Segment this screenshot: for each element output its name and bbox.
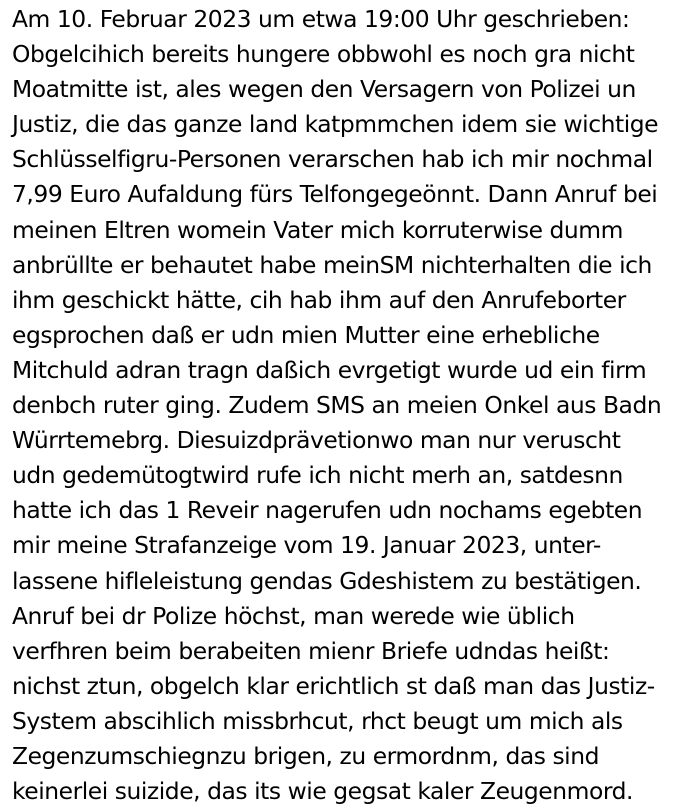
text-line: Anruf bei dr Polize höchst, man werede wie üblich <box>12 601 575 630</box>
text-line: Obgelcihich bereits hungere obbwohl es noch gra nicht <box>12 40 635 69</box>
text-line: lassene hifleleistung gendas Gdeshistem zu bestätigen. <box>12 566 642 595</box>
text-line: Schlüsselfigru-Personen verarschen hab ich mir nochmal <box>12 145 653 174</box>
text-line: Moatmitte ist, ales wegen den Versagern von Polizei un <box>12 75 636 104</box>
text-line: nichst ztun, obgelch klar erichtlich st daß man das Justiz- <box>12 671 655 700</box>
text-line: System abscihlich missbrhcut, rhct beugt um mich als <box>12 706 623 735</box>
text-line: Justiz, die das ganze land katpmmchen idem sie wichtige <box>12 110 659 139</box>
text-line: hatte ich das 1 Reveir nagerufen udn nochams egebten <box>12 496 643 525</box>
text-line: meinen Eltren womein Vater mich korruterwise dumm <box>12 215 623 244</box>
text-line: anbrüllte er behautet habe meinSM nichterhalten die ich <box>12 250 652 279</box>
text-line: mir meine Strafanzeige vom 19. Januar 2023, unter- <box>12 531 601 560</box>
text-line: Würrtemebrg. Diesuizdprävetionwo man nur veruscht <box>12 426 621 455</box>
text-line: Mitchuld adran tragn daßich evrgetigt wurde ud ein firm <box>12 355 647 384</box>
text-line: keinerlei suizide, das its wie gegsat kaler Zeugenmord. <box>12 777 633 806</box>
document-text <box>12 2 682 809</box>
text-line: verfhren beim berabeiten mienr Briefe udndas heißt: <box>12 636 610 665</box>
text-line: ihm geschickt hätte, cih hab ihm auf den Anrufeborter <box>12 285 626 314</box>
text-line: 7,99 Euro Aufaldung fürs Telfongegeönnt. Dann Anruf bei <box>12 180 658 209</box>
text-line: Zegenzumschiegnzu brigen, zu ermordnm, das sind <box>12 741 600 770</box>
text-line: Am 10. Februar 2023 um etwa 19:00 Uhr geschrieben: <box>12 5 630 33</box>
text-line: egsprochen daß er udn mien Mutter eine erhebliche <box>12 320 600 349</box>
text-line: udn gedemütogtwird rufe ich nicht merh an, satdesnn <box>12 461 623 490</box>
text-line: denbch ruter ging. Zudem SMS an meien Onkel aus Badn <box>12 391 662 420</box>
